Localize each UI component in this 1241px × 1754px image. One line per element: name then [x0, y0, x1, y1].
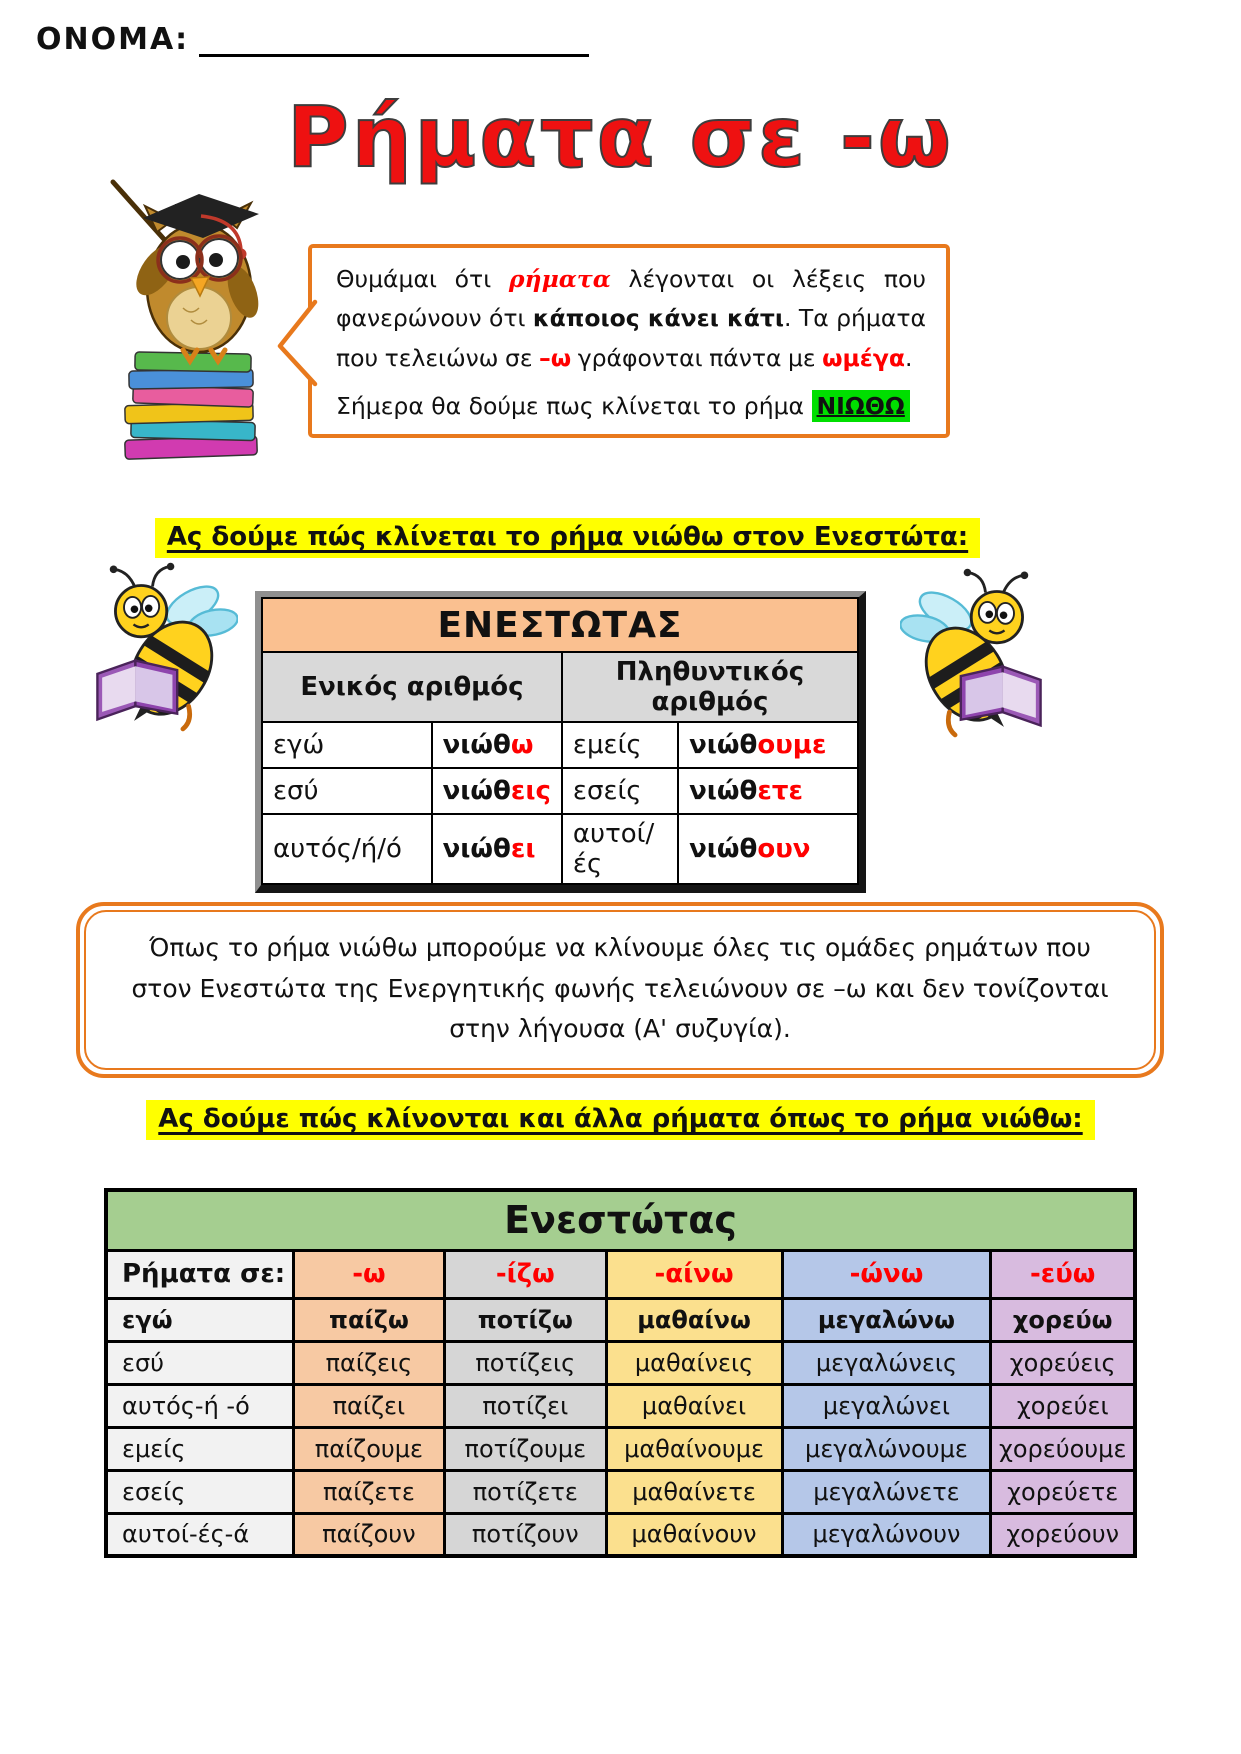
table-cell: μαθαίνει [606, 1384, 782, 1427]
section-heading-2 [0, 1104, 1241, 1134]
table-row [262, 768, 858, 814]
pronoun-cell: αυτός-ή -ό [106, 1384, 293, 1427]
section-heading-1-text: Ας δούμε πώς κλίνεται το ρήμα νιώθω στον Ενεστώτα: [155, 518, 980, 558]
verb-cell [678, 768, 858, 814]
pronoun-cell: εσείς [562, 768, 678, 814]
bubble-text-segment: γράφονται πάντα με [571, 343, 823, 372]
verb-ending: ω [510, 730, 534, 760]
pronoun-cell: εγώ [106, 1298, 293, 1341]
table-row [106, 1470, 1135, 1513]
verb-ending: ουν [757, 834, 811, 864]
table1-title-row [262, 598, 858, 652]
pronoun-cell: εσύ [106, 1341, 293, 1384]
owl-teacher-illustration [86, 166, 288, 466]
table1-subheader-row [262, 652, 858, 722]
pronoun-cell: αυτοί/ές [562, 814, 678, 884]
bubble-paragraph [336, 260, 926, 378]
table-row [106, 1513, 1135, 1556]
bubble-p2-text: Σήμερα θα δούμε πως κλίνεται το ρήμα [336, 392, 812, 421]
ending-header-cell: -ώνω [782, 1250, 991, 1298]
pronoun-cell: εμείς [106, 1427, 293, 1470]
table-cell: ποτίζω [445, 1298, 607, 1341]
table-row [106, 1427, 1135, 1470]
verb-ending: εις [510, 776, 551, 806]
niotho-highlight: ΝΙΩΘΩ [812, 390, 910, 422]
conjugation-note-text [84, 910, 1156, 1070]
bubble-text-segment-rimata: ρήματα [508, 265, 611, 293]
table2-title: Ενεστώτας [106, 1190, 1135, 1250]
table-cell: μεγαλώνει [782, 1384, 991, 1427]
table-cell: χορεύουμε [991, 1427, 1135, 1470]
table2-title-row [106, 1190, 1135, 1250]
conjugation-note-box [76, 902, 1164, 1078]
bee-illustration-right [900, 562, 1052, 754]
note-line: στην λήγουσα (Α' συζυγία). [449, 1014, 791, 1043]
table-row [262, 722, 858, 768]
verb-stem: νιώθ [689, 730, 758, 760]
table-cell: παίζουμε [293, 1427, 444, 1470]
ending-header-cell: -εύω [991, 1250, 1135, 1298]
table-cell: μαθαίνουν [606, 1513, 782, 1556]
note-line: Όπως το ρήμα νιώθω μπορούμε να κλίνουμε όλες τις ομάδες ρημάτων που [149, 933, 1091, 962]
header-label-cell: Ρήματα σε: [106, 1250, 293, 1298]
verb-cell [432, 768, 562, 814]
table-cell: ποτίζεις [445, 1341, 607, 1384]
plural-header: Πληθυντικός αριθμός [562, 652, 858, 722]
table-cell: παίζετε [293, 1470, 444, 1513]
speech-bubble-tail [276, 300, 316, 390]
table-cell: μεγαλώνουμε [782, 1427, 991, 1470]
note-line: στον Ενεστώτα της Ενεργητικής φωνής τελειώνουν σε –ω και δεν τονίζονται [131, 973, 1109, 1003]
verb-cell [432, 722, 562, 768]
verb-ending: ει [510, 834, 536, 864]
pronoun-cell: εσείς [106, 1470, 293, 1513]
ending-header-cell: -ίζω [445, 1250, 607, 1298]
present-tense-table [261, 597, 859, 885]
section-heading-2-text: Ας δούμε πώς κλίνονται και άλλα ρήματα όπως το ρήμα νιώθω: [146, 1100, 1094, 1140]
verb-cell [432, 814, 562, 884]
table-cell: μεγαλώνεις [782, 1341, 991, 1384]
table-row [106, 1341, 1135, 1384]
table-cell: μαθαίνεις [606, 1341, 782, 1384]
ending-header-cell: -ω [293, 1250, 444, 1298]
table1-title: ΕΝΕΣΤΩΤΑΣ [262, 598, 858, 652]
name-row [36, 20, 589, 57]
table-cell: χορεύεις [991, 1341, 1135, 1384]
name-blank-line [199, 20, 589, 57]
table-cell: μαθαίνω [606, 1298, 782, 1341]
pronoun-cell: εσύ [262, 768, 432, 814]
verb-ending: ουμε [757, 730, 827, 760]
table-cell: χορεύουν [991, 1513, 1135, 1556]
singular-header: Ενικός αριθμός [262, 652, 562, 722]
table-row [262, 814, 858, 884]
table-row [106, 1384, 1135, 1427]
bubble-text-segment-omega-ending: –ω [539, 343, 572, 372]
ending-header-cell: -αίνω [606, 1250, 782, 1298]
table-cell: μεγαλώνω [782, 1298, 991, 1341]
table-cell: μαθαίνουμε [606, 1427, 782, 1470]
table-cell: χορεύω [991, 1298, 1135, 1341]
pronoun-cell: αυτός/ή/ό [262, 814, 432, 884]
bee-illustration-left [86, 556, 238, 748]
pronoun-cell: εγώ [262, 722, 432, 768]
bubble-text-segment: λέγονται οι λέξεις που φανερώνουν ότι [336, 265, 926, 333]
bubble-text-segment-bold: κάποιος κάνει κάτι [532, 304, 784, 333]
section-heading-1 [0, 522, 1135, 552]
verb-stem: νιώθ [442, 776, 511, 806]
pronoun-cell: εμείς [562, 722, 678, 768]
verb-stem: νιώθ [442, 834, 511, 864]
table-cell: παίζουν [293, 1513, 444, 1556]
verbs-conjugation-table [104, 1188, 1137, 1558]
table-cell: παίζει [293, 1384, 444, 1427]
bubble-text-segment: . [905, 343, 913, 372]
table-cell: ποτίζουμε [445, 1427, 607, 1470]
verb-ending: ετε [757, 776, 803, 806]
table-cell: παίζεις [293, 1341, 444, 1384]
pronoun-cell: αυτοί-ές-ά [106, 1513, 293, 1556]
name-label: ΟΝΟΜΑ: [36, 22, 190, 57]
table-cell: ποτίζει [445, 1384, 607, 1427]
table-cell: μεγαλώνετε [782, 1470, 991, 1513]
bubble-second-paragraph [336, 392, 926, 420]
table-cell: ποτίζουν [445, 1513, 607, 1556]
bubble-text-segment: . Τα ρήματα που τελειώνω σε [336, 304, 926, 372]
bubble-text-segment-omega: ωμέγα [822, 343, 906, 372]
table-row [106, 1298, 1135, 1341]
verb-stem: νιώθ [442, 730, 511, 760]
verb-cell [678, 814, 858, 884]
table-cell: ποτίζετε [445, 1470, 607, 1513]
table2-header-row [106, 1250, 1135, 1298]
bubble-text-segment: Θυμάμαι ότι [336, 265, 509, 293]
present-tense-table-frame [255, 591, 866, 893]
verb-stem: νιώθ [689, 834, 758, 864]
table-cell: μαθαίνετε [606, 1470, 782, 1513]
verb-cell [678, 722, 858, 768]
table-cell: παίζω [293, 1298, 444, 1341]
verb-stem: νιώθ [689, 776, 758, 806]
speech-bubble [308, 244, 950, 438]
table-cell: χορεύει [991, 1384, 1135, 1427]
page-title: Ρήματα σε -ω [287, 88, 954, 186]
table-cell: μεγαλώνουν [782, 1513, 991, 1556]
table-cell: χορεύετε [991, 1470, 1135, 1513]
